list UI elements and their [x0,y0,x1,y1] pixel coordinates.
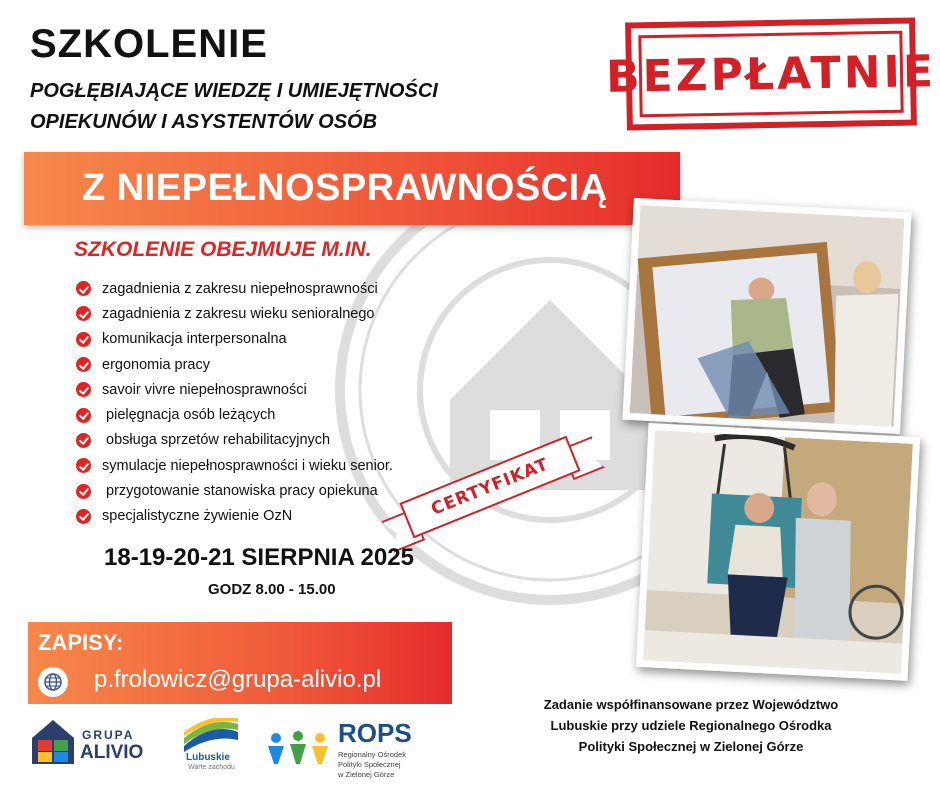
rops-logo: ROPS Regionalny Ośrodek Polityki Społecznej w Zielonej Górze [266,718,426,778]
check-icon [76,408,91,423]
banner-text: Z NIEPEŁNOSPRAWNOŚCIĄ [82,167,608,209]
alivio-logo: GRUPA ALIVIO [30,718,150,774]
certificate-text: CERTYFIKAT [428,454,552,520]
list-item: obsługa sprzetów rehabilitacyjnych [76,428,393,453]
lubuskie-logo: Lubuskie Warte zachodu [182,718,240,776]
training-photo-hoist [636,423,920,681]
list-item: komunikacja interpersonalna [76,327,393,352]
subtitle-line-1: POGŁĘBIAJĄCE WIEDZĘ I UMIEJĘTNOŚCI [30,80,438,102]
check-icon [76,382,91,397]
topics-list [76,276,393,529]
list-item: specjalistyczne żywienie OzN [76,504,393,529]
check-icon [76,281,91,296]
check-icon [76,509,91,524]
cofinancing-note: Zadanie współfinansowane przez Województwo Lubuskie przy udziele Regionalnego Ośrodka Polityki Społecznej w Zielonej Górze [543,697,839,754]
subtitle-line-2: OPIEKUNÓW I ASYSTENTÓW OSÓB [30,111,378,133]
contact-email-link[interactable]: p.frolowicz@grupa-alivio.pl [94,666,382,693]
signup-label: ZAPISY: [38,630,124,655]
event-hours: GODZ 8.00 - 15.00 [208,581,336,598]
list-item: zagadnienia z zakresu wieku senioralnego [76,301,393,326]
check-icon [76,433,91,448]
list-item: symulacje niepełnosprawności i wieku senior. [76,453,393,478]
topics-heading: SZKOLENIE OBEJMUJE M.IN. [74,238,372,261]
list-item: przygotowanie stanowiska pracy opiekuna [76,478,393,503]
check-icon [76,332,91,347]
globe-icon [38,667,68,697]
check-icon [76,357,91,372]
check-icon [76,458,91,473]
event-date: 18-19-20-21 SIERPNIA 2025 [104,544,414,571]
signup-box [28,622,452,704]
check-icon [76,484,91,499]
list-item: zagadnienia z zakresu niepełnosprawności [76,276,393,301]
list-item: pielęgnacja osób leżących [76,402,393,427]
disability-banner [24,152,680,225]
free-stamp-text: BEZPŁATNIE [605,45,937,103]
free-stamp [605,17,937,130]
list-item: savoir vivre niepełnosprawności [76,377,393,402]
check-icon [76,306,91,321]
page-title: SZKOLENIE [30,22,268,66]
list-item: ergonomia pracy [76,352,393,377]
training-photo-bed [622,198,911,434]
